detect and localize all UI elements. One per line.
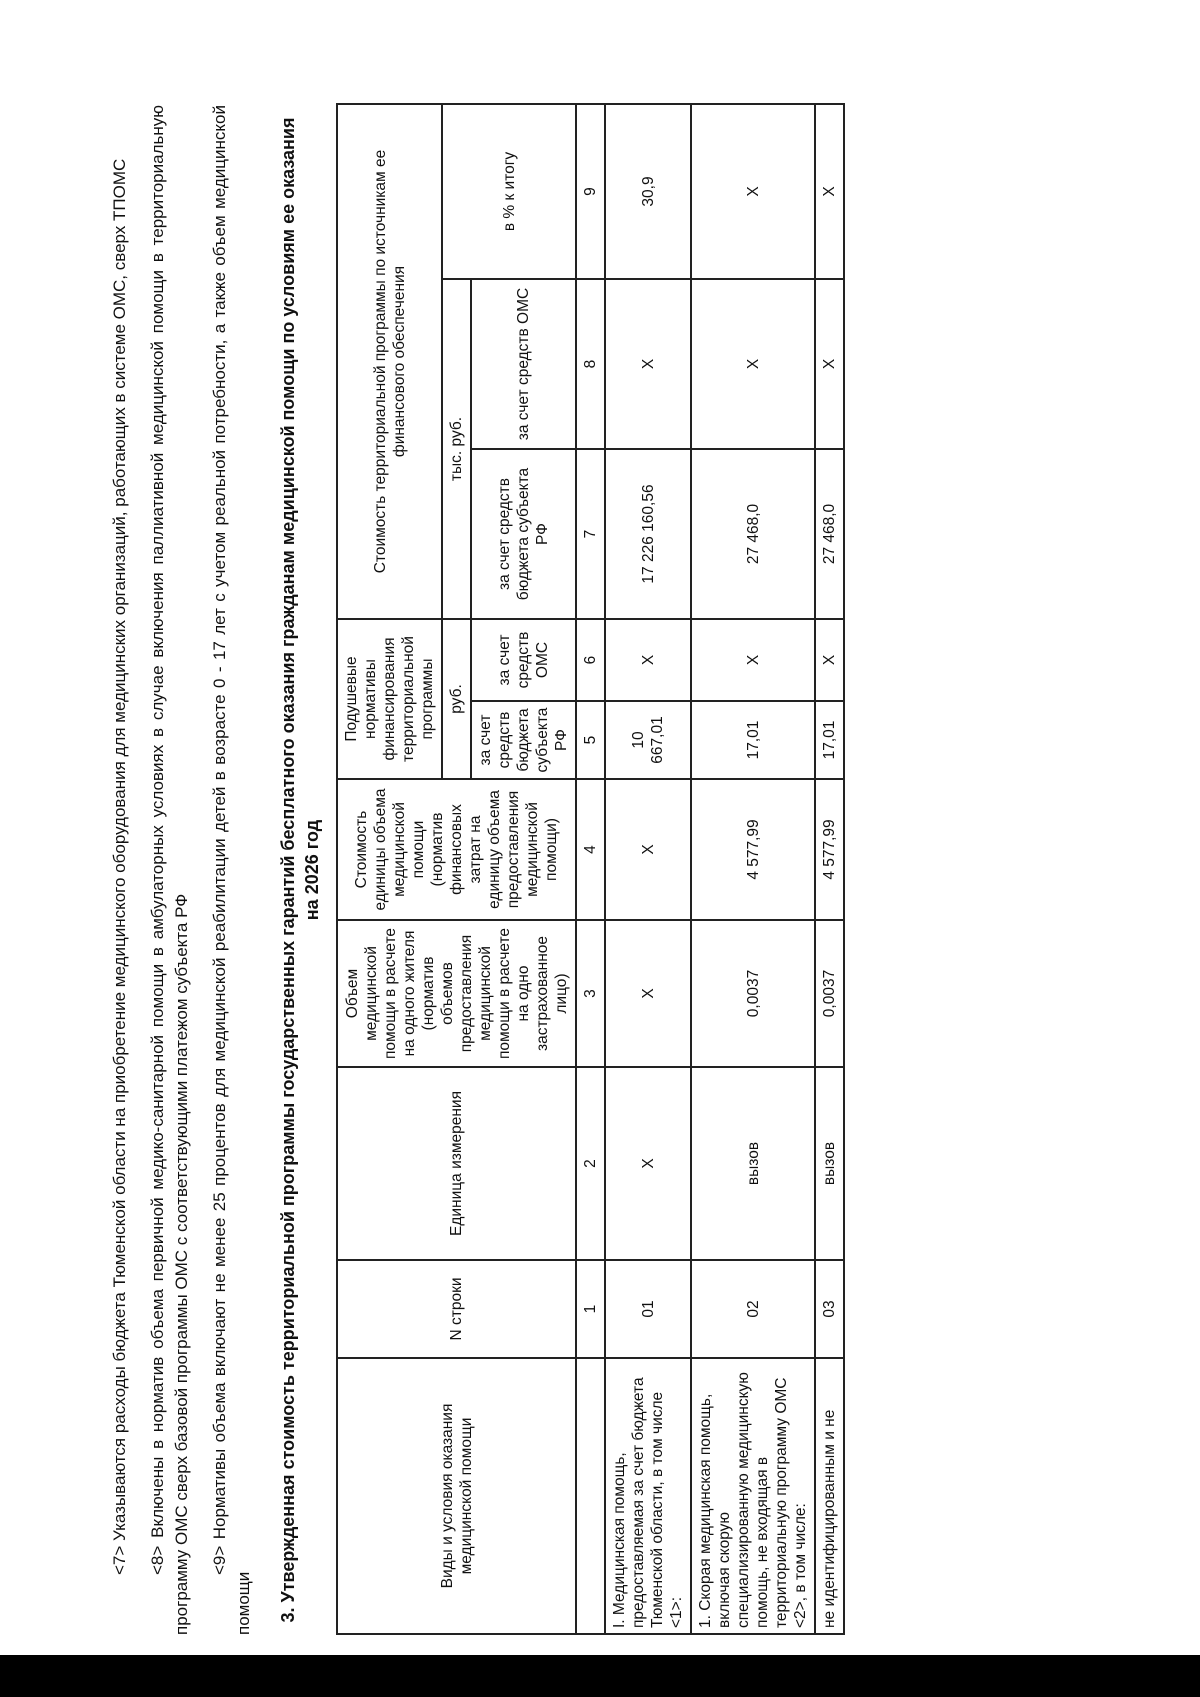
row-line: 01 (605, 1260, 691, 1358)
header-volume: Объем медицинской помощи в расчете на одного жителя (норматив объемов предоставления медицинской помощи в расчете на одно застрахованное лицо) (337, 920, 576, 1067)
header-program-cost: Стоимость территориальной программы по источникам ее финансового обеспечения (337, 104, 442, 619)
row-pc-oms: X (691, 619, 815, 701)
row-percent: X (691, 104, 815, 279)
row-pc-budget: 10 667,01 (605, 701, 691, 779)
column-number: 1 (576, 1260, 605, 1358)
section-title: 3. Утвержденная стоимость территориальной программы государственных гарантий бесплатного оказания гражданам медицинской помощи по условиям ее оказания на 2026 год (278, 117, 322, 1623)
row-unit-cost: 4 577,99 (691, 779, 815, 920)
row-volume: 0,0037 (815, 920, 844, 1067)
header-cost-budget: за счет средств бюджета субъекта РФ (471, 449, 576, 619)
header-row (337, 104, 442, 1634)
row-unit-cost: X (605, 779, 691, 920)
row-name: I. Медицинская помощь, предоставляемая за счет бюджета Тюменской области, в том числе <1>: (605, 1358, 691, 1634)
scan-border (0, 1655, 1200, 1697)
column-number: 3 (576, 920, 605, 1067)
header-pc-budget: за счет средств бюджета субъекта РФ (471, 701, 576, 779)
row-unit-cost: 4 577,99 (815, 779, 844, 920)
column-number: 4 (576, 779, 605, 920)
column-number: 8 (576, 279, 605, 449)
column-number-blank (576, 1358, 605, 1634)
header-pc-oms: за счет средств ОМС (471, 619, 576, 701)
header-per-capita-unit: руб. (442, 619, 471, 779)
row-volume: X (605, 920, 691, 1067)
program-cost-table (336, 103, 845, 1635)
row-cost-oms: X (691, 279, 815, 449)
table-row (815, 104, 844, 1634)
column-number: 9 (576, 104, 605, 279)
row-percent: 30,9 (605, 104, 691, 279)
footnote-7: <7> Указываются расходы бюджета Тюменской области на приобретение медицинского оборудования для медицинских организаций, работающих в системе ОМС, сверх ТПОМС (110, 158, 129, 1575)
row-cost-oms: X (815, 279, 844, 449)
row-pc-budget: 17,01 (691, 701, 815, 779)
header-kinds: Виды и условия оказания медицинской помощи (337, 1358, 576, 1634)
row-name: не идентифицированным и не (815, 1358, 844, 1634)
row-pc-budget: 17,01 (815, 701, 844, 779)
column-number-row (576, 104, 605, 1634)
header-cost-unit: тыс. руб. (442, 279, 471, 619)
row-percent: X (815, 104, 844, 279)
row-cost-budget: 17 226 160,56 (605, 449, 691, 619)
row-pc-oms: X (815, 619, 844, 701)
row-line: 03 (815, 1260, 844, 1358)
row-unit: вызов (691, 1067, 815, 1260)
header-line-number: N строки (337, 1260, 576, 1358)
table-row (691, 104, 815, 1634)
header-unit: Единица измерения (337, 1067, 576, 1260)
header-percent: в % к итогу (442, 104, 576, 279)
row-name: 1. Скорая медицинская помощь, включая скорую специализированную медицинскую помощь, не входящая в территориальную программу ОМС <2>, в том числе: (691, 1358, 815, 1634)
row-pc-oms: X (605, 619, 691, 701)
header-unit-cost: Стоимость единицы объема медицинской помощи (норматив финансовых затрат на единицу объема предоставления медицинской помощи) (337, 779, 576, 920)
table-row (605, 104, 691, 1634)
row-unit: вызов (815, 1067, 844, 1260)
column-number: 7 (576, 449, 605, 619)
rotated-document-page (108, 105, 1093, 1635)
footnote-9: <9> Нормативы объема включают не менее 25 процентов для медицинской реабилитации детей в возрасте 0 - 17 лет с учетом реальной потребности, а также объем медицинской помощи (210, 105, 253, 1635)
column-number: 6 (576, 619, 605, 701)
column-number: 5 (576, 701, 605, 779)
row-cost-budget: 27 468,0 (815, 449, 844, 619)
row-cost-oms: X (605, 279, 691, 449)
footnote-8: <8> Включены в норматив объема первичной медико-санитарной помощи в амбулаторных условиях в случае включения паллиативной медицинской помощи в территориальную программу ОМС сверх базовой программы ОМС с соответствующими платежом субъекта РФ (148, 105, 191, 1635)
row-line: 02 (691, 1260, 815, 1358)
header-cost-oms: за счет средств ОМС (471, 279, 576, 449)
row-cost-budget: 27 468,0 (691, 449, 815, 619)
column-number: 2 (576, 1067, 605, 1260)
row-volume: 0,0037 (691, 920, 815, 1067)
header-per-capita: Подушевые нормативы финансирования территориальной программы (337, 619, 442, 779)
row-unit: X (605, 1067, 691, 1260)
